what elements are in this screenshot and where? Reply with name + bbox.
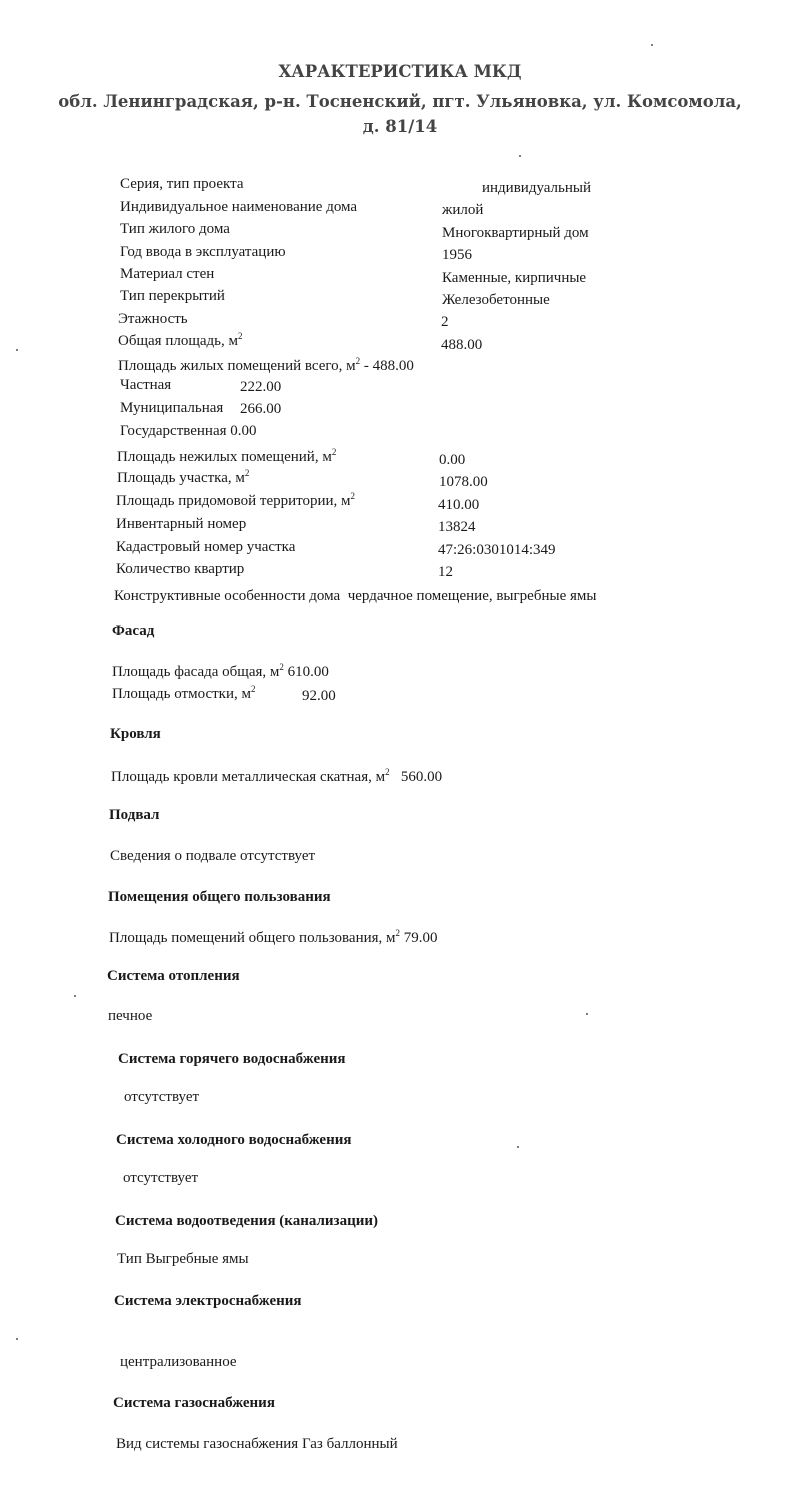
- municipal-value: 266.00: [240, 401, 282, 417]
- nonliving-area-value: 0.00: [439, 452, 466, 468]
- scan-speck: [517, 1146, 519, 1148]
- blind-area-value: 92.00: [302, 688, 336, 704]
- cadastral-value: 47:26:0301014:349: [438, 542, 556, 558]
- cold-water-text: отсутствует: [123, 1170, 199, 1186]
- cadastral-label: Кадастровый номер участка: [116, 539, 296, 555]
- scan-speck: [16, 1338, 18, 1340]
- hot-water-heading: Система горячего водоснабжения: [118, 1051, 346, 1067]
- total-area-value: 488.00: [441, 337, 483, 353]
- scan-speck: [586, 1013, 588, 1015]
- scan-speck: [74, 995, 76, 997]
- document-title: ХАРАКТЕРИСТИКА МКД: [278, 62, 522, 81]
- sewage-text: Тип Выгребные ямы: [117, 1251, 249, 1267]
- private-value: 222.00: [240, 379, 282, 395]
- common-area: Площадь помещений общего пользования, $м^2$ 79.00: [109, 928, 438, 946]
- name-value: жилой: [442, 202, 484, 218]
- plot-area-label: Площадь участка, $м^2$: [117, 468, 250, 486]
- basement-heading: Подвал: [109, 807, 160, 823]
- basement-text: Сведения о подвале отсутствует: [110, 848, 316, 864]
- electric-text: централизованное: [120, 1354, 237, 1370]
- roof-area: Площадь кровли металлическая скатная, $м^2$ 560.00: [111, 767, 443, 785]
- adjacent-area-value: 410.00: [438, 497, 480, 513]
- municipal-label: Муниципальная: [120, 400, 224, 416]
- hot-water-text: отсутствует: [124, 1089, 200, 1105]
- gas-text: Вид системы газоснабжения Газ баллонный: [116, 1436, 398, 1452]
- apartments-value: 12: [438, 564, 453, 580]
- type-label: Тип жилого дома: [120, 221, 230, 237]
- floors-type-label: Тип перекрытий: [120, 288, 225, 304]
- type-value: Многоквартирный дом: [442, 225, 589, 241]
- facade-heading: Фасад: [112, 623, 155, 639]
- walls-label: Материал стен: [120, 266, 215, 282]
- state-label: Государственная 0.00: [120, 423, 257, 439]
- blind-area-label: Площадь отмостки, $м^2$: [112, 684, 256, 702]
- common-heading: Помещения общего пользования: [108, 889, 331, 905]
- scan-speck: [16, 349, 18, 351]
- scan-speck: [519, 155, 521, 157]
- address-line-1: обл. Ленинградская, р-н. Тосненский, пгт. Ульяновка, ул. Комсомола,: [58, 92, 742, 111]
- floors-type-value: Железобетонные: [442, 292, 550, 308]
- year-value: 1956: [442, 247, 472, 263]
- features-row: Конструктивные особенности дома чердачное помещение, выгребные ямы: [114, 588, 597, 604]
- inventory-value: 13824: [438, 519, 476, 535]
- gas-heading: Система газоснабжения: [113, 1395, 275, 1411]
- name-label: Индивидуальное наименование дома: [120, 199, 358, 215]
- private-label: Частная: [120, 377, 172, 393]
- nonliving-area-label: Площадь нежилых помещений, $м^2$: [117, 447, 337, 465]
- roof-heading: Кровля: [110, 726, 161, 742]
- electric-heading: Система электроснабжения: [114, 1293, 302, 1309]
- year-label: Год ввода в эксплуатацию: [120, 244, 286, 260]
- walls-value: Каменные, кирпичные: [442, 270, 587, 286]
- heating-text: печное: [108, 1008, 153, 1024]
- series-label: Серия, тип проекта: [120, 176, 244, 192]
- cold-water-heading: Система холодного водоснабжения: [116, 1132, 352, 1148]
- heating-heading: Система отопления: [107, 968, 240, 984]
- storeys-value: 2: [441, 314, 449, 330]
- total-area-label: Общая площадь, $м^2$: [118, 331, 243, 349]
- living-area-label: Площадь жилых помещений всего, $м^2 - 488.00$: [118, 356, 414, 374]
- inventory-label: Инвентарный номер: [116, 516, 247, 532]
- address-line-2: д. 81/14: [362, 117, 438, 136]
- adjacent-area-label: Площадь придомовой территории, $м^2$: [116, 491, 356, 509]
- apartments-label: Количество квартир: [116, 561, 245, 577]
- series-value: индивидуальный: [482, 180, 592, 196]
- storeys-label: Этажность: [118, 311, 188, 327]
- sewage-heading: Система водоотведения (канализации): [115, 1213, 378, 1229]
- scan-speck: [651, 44, 653, 46]
- facade-area: Площадь фасада общая, $м^2$ 610.00: [112, 662, 329, 680]
- plot-area-value: 1078.00: [439, 474, 488, 490]
